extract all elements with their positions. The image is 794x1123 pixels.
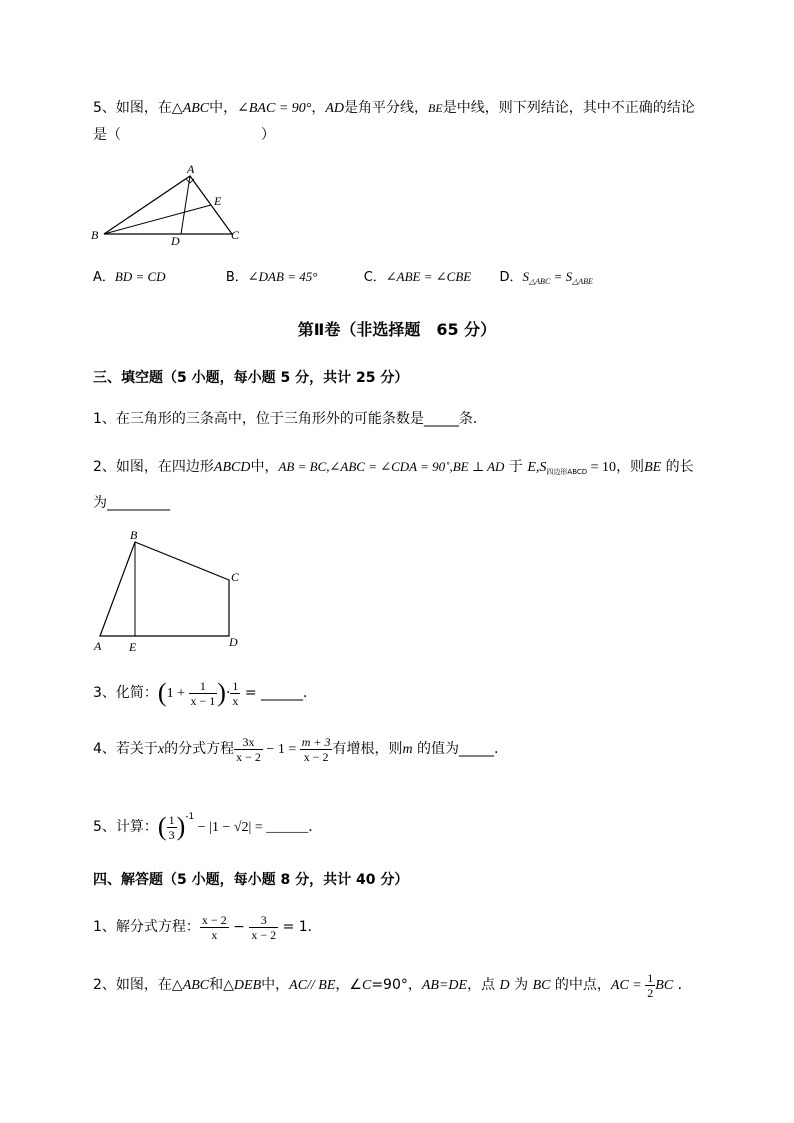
triangle-figure-1 [86,160,256,250]
question-5-line2: 是（ ） [93,127,275,143]
fill-q3: 3、化简：(1 + $\frac{1}{x - 1}$ )· $\frac{1}{x}$ = ______． [93,678,318,708]
fill-q2-line2: 为_________ [93,495,170,511]
fill-q5: 5、计算：( $\frac{1}{3}$ )$^{-1}$ − |1 − √2| = ______． [93,812,323,842]
label-D2: D [229,635,238,649]
section-3-title: 三、填空题（5 小题，每小题 5 分，共计 25 分） [93,370,409,386]
fill-q1: 1、在三角形的三条高中，位于三角形外的可能条数是_____条． [93,411,487,427]
label-D: D [171,234,180,248]
label-C: C [231,228,240,242]
label-B: B [91,228,99,242]
fill-q4: 4、若关于x的分式方程 $\frac{3x}{x - 2}$ − 1 = $\frac{m + 3}{x - 2}$ 有增根，则m 的值为_____. [93,734,499,764]
section-4-title: 四、解答题（5 小题，每小题 8 分，共计 40 分） [93,872,409,888]
answer-q1: 1、解分式方程： $\frac{x - 2}{x}$ − $\frac{3}{x - 2}$ = 1． [93,912,322,942]
label-E2: E [129,640,137,654]
question-5: 5、如图，在△ABC中，∠BAC = 90°，AD是角平分线，BE是中线，则下列结论，其中不正确的结论 [93,100,695,116]
label-C2: C [231,570,240,584]
quadrilateral-figure [88,526,258,656]
label-B2: B [130,528,138,542]
label-A2: A [94,639,102,653]
part-2-title: 第Ⅱ卷（非选择题 65 分） [297,320,497,339]
answer-q2: 2、如图，在△ABC和△DEB中，AC// BE，∠C=90°，AB=DE，点 D 为 BC 的中点，AC = $\frac{1}{2}$ BC ． [93,970,692,1000]
question-5-options: A．BD = CD B．∠DAB = 45° C．∠ABE = ∠CBE D．$S_{\triangle ABC} = S_{\triangle ABE}$ [93,269,593,286]
label-A: A [187,162,195,176]
fill-q2: 2、如图，在四边形ABCD中，AB = BC,∠ABC = ∠CDA = 90˚,BE ⊥ AD 于 $E,S_{四边形ABCD} = 10$，则BE 的长 [93,459,694,476]
label-E: E [214,194,222,208]
